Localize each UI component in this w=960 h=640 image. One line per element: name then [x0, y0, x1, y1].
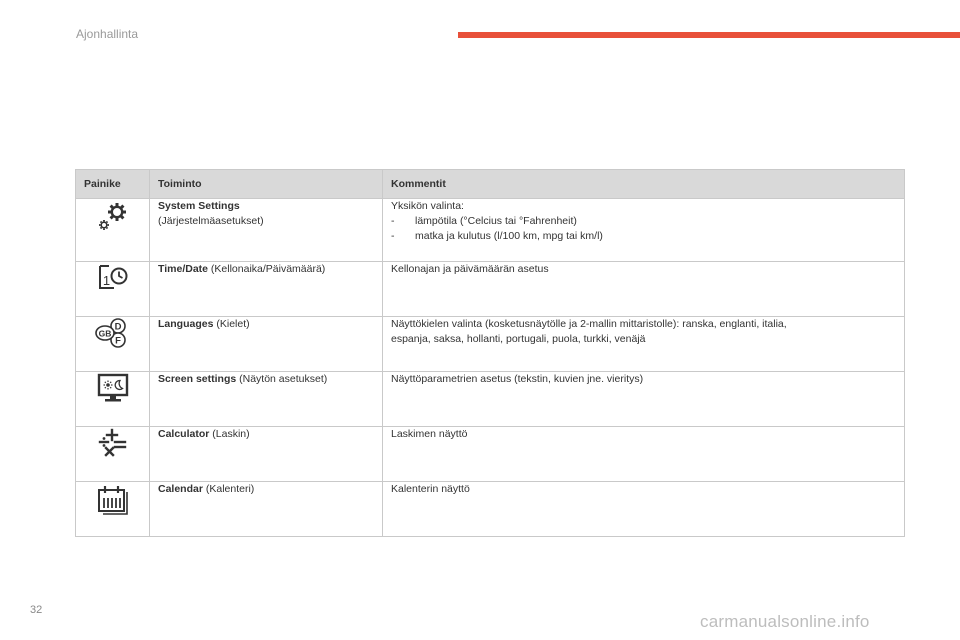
table-row: [76, 427, 905, 482]
comment-line: Yksikön valinta:: [391, 200, 464, 212]
comment-bullet: - matka ja kulutus (l/100 km, mpg tai km/l): [391, 230, 603, 242]
comment-line: Näyttöparametrien asetus (tekstin, kuvien jne. vieritys): [391, 373, 644, 385]
table-row: [76, 262, 905, 317]
comment-cell: [383, 262, 905, 317]
function-cell: [150, 372, 383, 427]
function-subname: (Laskin): [209, 428, 250, 440]
comment-line: Kalenterin näyttö: [391, 483, 470, 495]
comment-line: Kellonajan ja päivämäärän asetus: [391, 263, 549, 275]
function-cell: [150, 317, 383, 372]
function-table: [75, 169, 905, 537]
comment-cell: [383, 199, 905, 262]
function-name: System Settings: [158, 200, 240, 212]
section-title: Ajonhallinta: [76, 27, 139, 41]
screen-settings-icon: [95, 372, 131, 404]
function-cell: [150, 262, 383, 317]
function-subname: (Kalenteri): [202, 483, 255, 495]
table-row: [76, 482, 905, 537]
accent-bar: [458, 32, 960, 38]
calendar-day-text: 1: [102, 273, 110, 288]
page-number: 32: [30, 604, 43, 616]
table-header-row: [76, 170, 905, 199]
calculator-icon: [93, 427, 133, 461]
languages-icon: [93, 317, 133, 349]
icon-cell: [76, 427, 150, 482]
icon-cell: [76, 262, 150, 317]
comment-cell: [383, 372, 905, 427]
comment-line: Laskimen näyttö: [391, 428, 468, 440]
icon-cell: [76, 372, 150, 427]
icon-cell: [76, 482, 150, 537]
column-header-comments: Kommentit: [383, 170, 905, 199]
function-name: Time/Date: [158, 263, 208, 275]
comment-bullet: - lämpötila (°Celcius tai °Fahrenheit): [391, 215, 577, 227]
comment-cell: [383, 427, 905, 482]
function-cell: [150, 427, 383, 482]
comment-cell: [383, 482, 905, 537]
table-row: [76, 199, 905, 262]
icon-cell: [76, 317, 150, 372]
function-name: Languages: [158, 318, 214, 330]
comment-line: espanja, saksa, hollanti, portugali, puola, turkki, venäjä: [391, 333, 646, 345]
settings-gears-icon: [95, 199, 131, 235]
function-subname: (Näytön asetukset): [236, 373, 328, 385]
function-name: Screen settings: [158, 373, 237, 385]
icon-cell: [76, 199, 150, 262]
comment-line: Näyttökielen valinta (kosketusnäytölle ja 2-mallin mittaristolle): ranska, englanti, italia,: [391, 318, 787, 330]
calendar-icon: [95, 482, 131, 516]
svg-text:F: F: [114, 335, 121, 347]
time-date-icon: [95, 262, 131, 292]
column-header-button: Painike: [76, 170, 150, 199]
function-subname: (Järjestelmäasetukset): [158, 215, 264, 227]
function-subname: (Kielet): [213, 318, 250, 330]
svg-text:GB: GB: [98, 328, 111, 339]
svg-text:D: D: [114, 321, 121, 333]
function-name: Calculator: [158, 428, 210, 440]
function-cell: [150, 199, 383, 262]
table-row: [76, 317, 905, 372]
comment-cell: [383, 317, 905, 372]
table-row: [76, 372, 905, 427]
column-header-function: Toiminto: [150, 170, 383, 199]
function-name: Calendar: [158, 483, 203, 495]
function-subname: (Kellonaika/Päivämäärä): [208, 263, 326, 275]
watermark: carmanualsonline.info: [700, 612, 870, 631]
function-cell: [150, 482, 383, 537]
